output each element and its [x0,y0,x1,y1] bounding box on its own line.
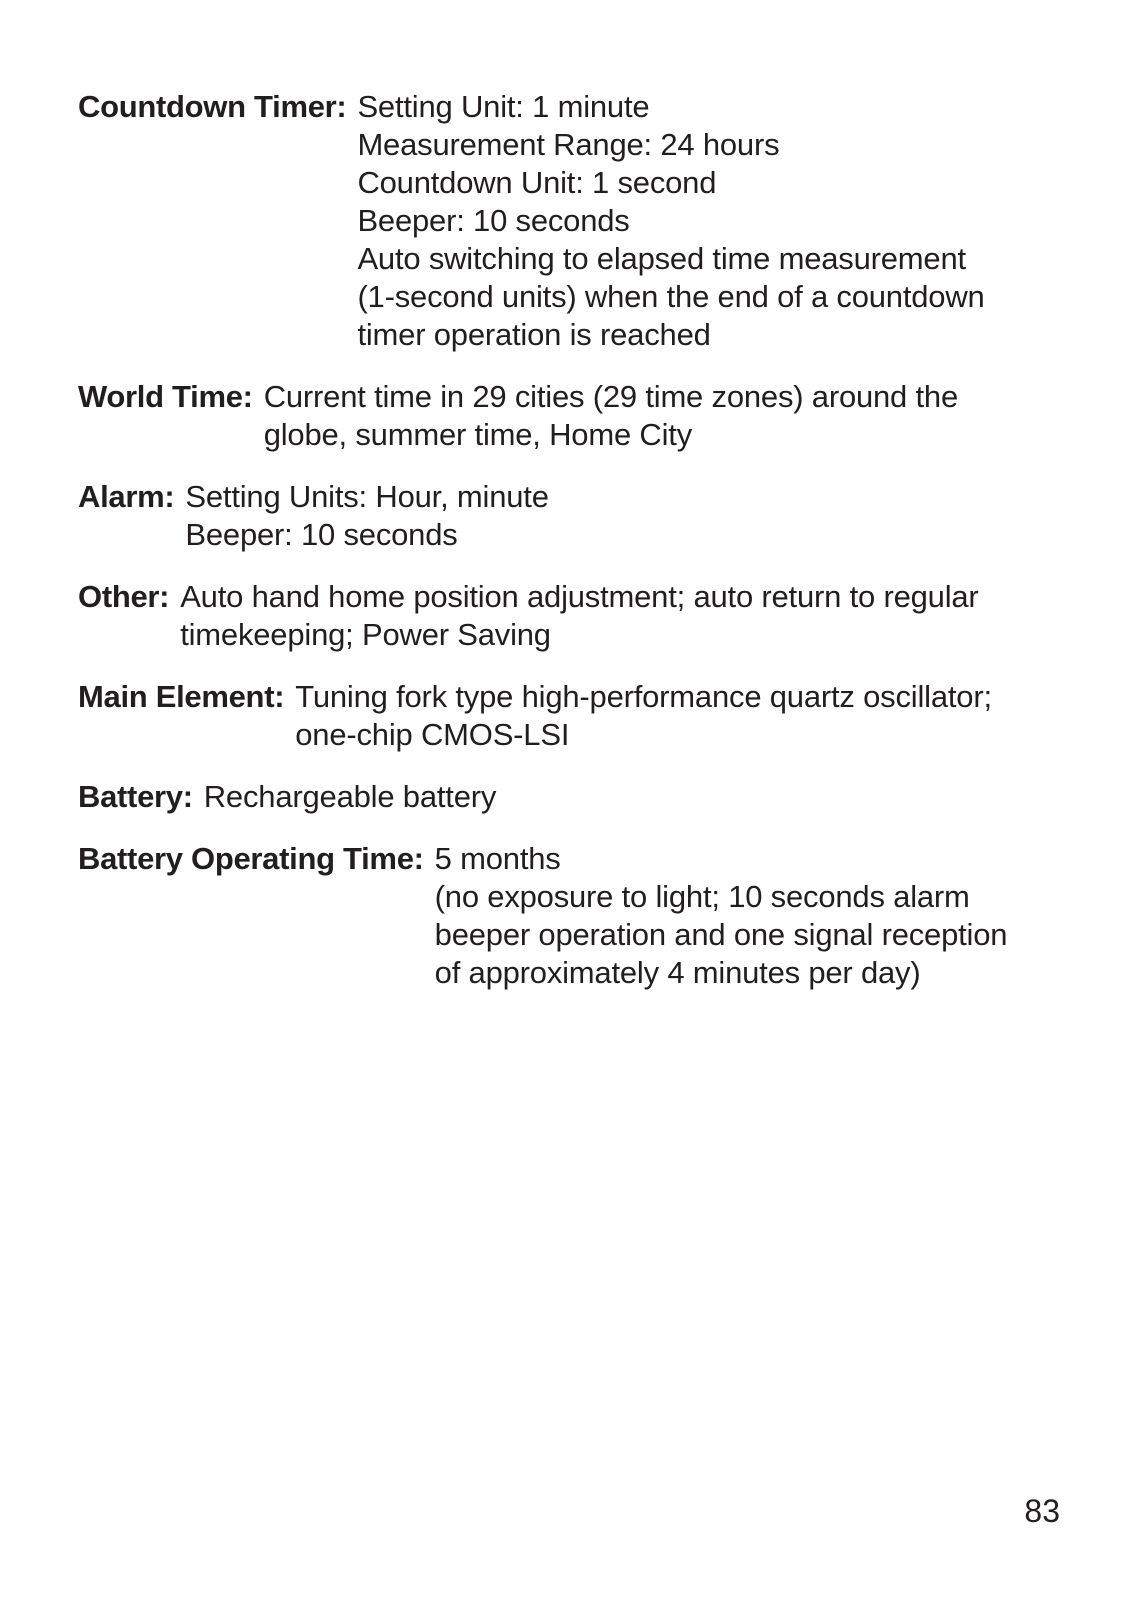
spec-line: Rechargeable battery [203,779,497,814]
spec-label: Other: [78,579,170,614]
spec-line: beeper operation and one signal reception [434,917,1008,952]
spec-line: Setting Units: Hour, minute [185,479,549,514]
spec-lines [204,778,1088,816]
spec-line: Beeper: 10 seconds [357,203,630,238]
spec-label: Main Element: [78,679,285,714]
spec-lines [264,378,1088,454]
spec-line: (1-second units) when the end of a countdown [357,279,985,314]
spec-lines [295,678,1088,754]
spec-line: of approximately 4 minutes per day) [434,955,921,990]
spec-line: one-chip CMOS-LSI [295,717,570,752]
spec-row [78,378,1088,454]
spec-row [78,678,1088,754]
spec-line: Setting Unit: 1 minute [357,89,650,124]
spec-lines [185,478,1088,554]
spec-label: Countdown Timer: [78,89,347,124]
spec-line: Measurement Range: 24 hours [357,127,780,162]
spec-label: World Time: [78,379,253,414]
spec-line: Auto hand home position adjustment; auto return to regular [180,579,979,614]
spec-line: 5 months [434,841,561,876]
page-number: 83 [1024,1493,1060,1529]
spec-row [78,478,1088,554]
spec-row [78,840,1088,992]
spec-lines [435,840,1088,992]
spec-line: timer operation is reached [357,317,711,352]
spec-lines [357,88,1088,354]
spec-row [78,88,1088,354]
spec-line: globe, summer time, Home City [263,417,693,452]
spec-lines [180,578,1088,654]
spec-line: Tuning fork type high-performance quartz oscillator; [295,679,992,714]
spec-line: Auto switching to elapsed time measurement [357,241,966,276]
spec-line: Current time in 29 cities (29 time zones) around the [263,379,959,414]
spec-row [78,578,1088,654]
spec-label: Battery: [78,779,193,814]
spec-label: Battery Operating Time: [78,841,424,876]
spec-line: (no exposure to light; 10 seconds alarm [434,879,970,914]
spec-label: Alarm: [78,479,175,514]
spec-list [78,88,1088,1016]
spec-row [78,778,1088,816]
spec-line: Countdown Unit: 1 second [357,165,717,200]
spec-line: Beeper: 10 seconds [185,517,458,552]
spec-line: timekeeping; Power Saving [180,617,551,652]
